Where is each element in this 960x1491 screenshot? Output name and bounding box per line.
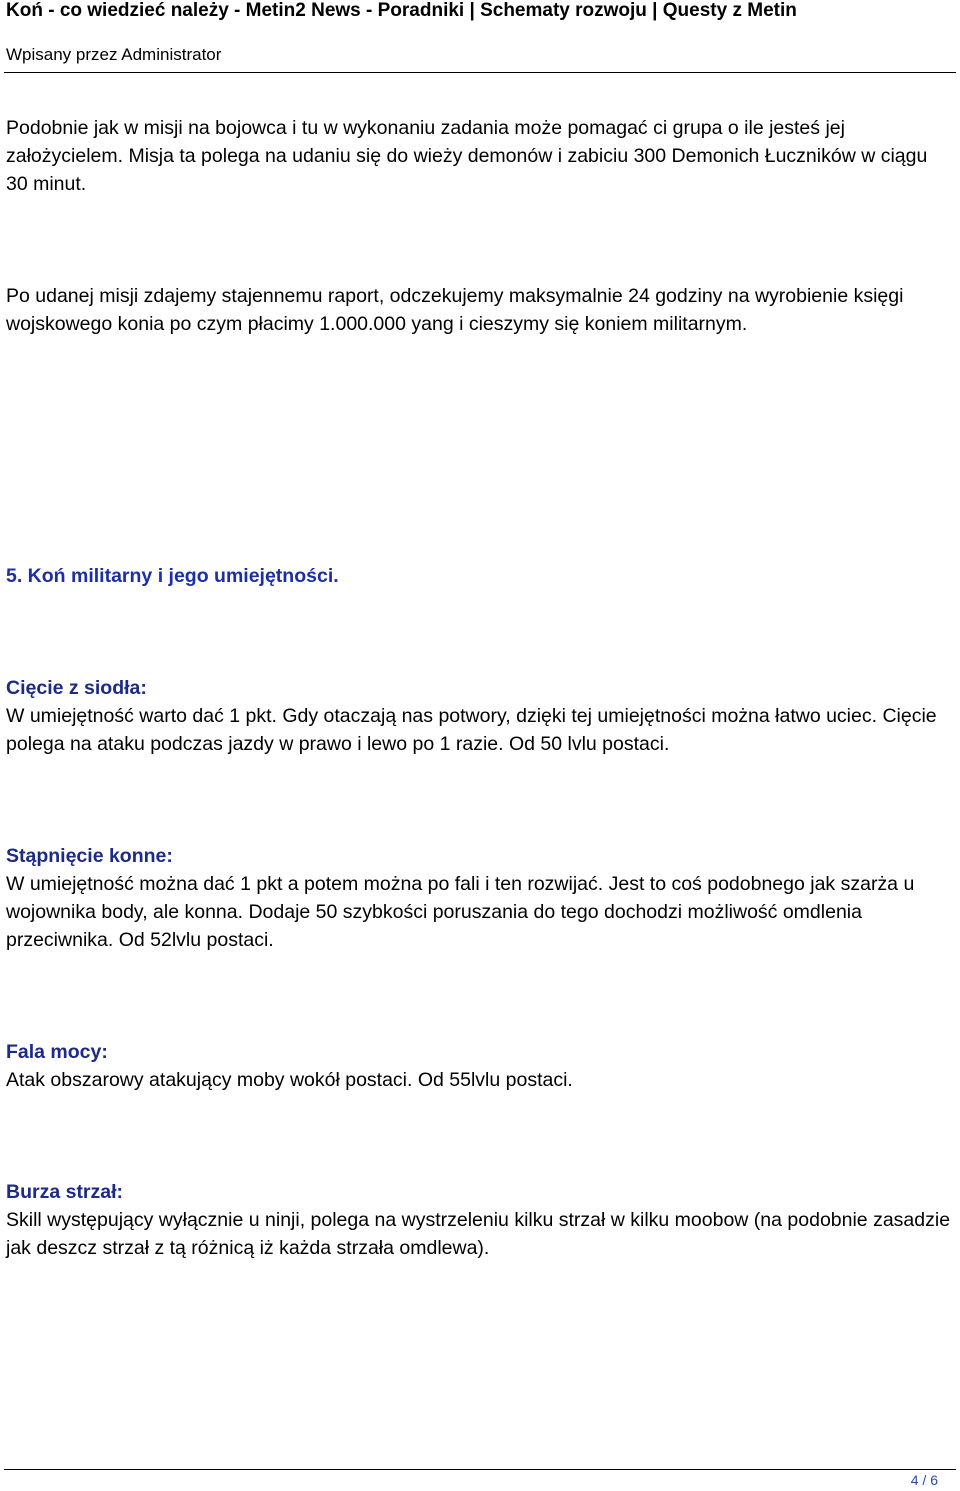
skill-name: Fala mocy: xyxy=(6,1041,108,1063)
author-line: Wpisany przez Administrator xyxy=(6,45,222,64)
footer-divider xyxy=(4,1469,956,1470)
section-heading: 5. Koń militarny i jego umiejętności. xyxy=(6,565,339,587)
intro-paragraph-1: Podobnie jak w misji na bojowca i tu w wykonaniu zadania może pomagać ci grupa o ile jesteś jej założycielem. Misja ta polega na udaniu się do wieży demonów i zabiciu 300 Demonich Łuczników w ciągu 30 minut. xyxy=(6,117,928,195)
header-divider xyxy=(4,72,956,73)
skill-description: W umiejętność warto dać 1 pkt. Gdy otaczają nas potwory, dzięki tej umiejętności można łatwo uciec. Cięcie polega na ataku podczas jazdy w prawo i lewo po 1 razie. Od 50 lvlu postaci. xyxy=(6,705,937,755)
page-number: 4 / 6 xyxy=(910,1472,938,1488)
intro-paragraph-2: Po udanej misji zdajemy stajennemu raport, odczekujemy maksymalnie 24 godziny na wyrobienie księgi wojskowego konia po czym płacimy 1.000.000 yang i cieszymy się koniem militarnym. xyxy=(6,285,904,335)
skill-description: Skill występujący wyłącznie u ninji, polega na wystrzeleniu kilku strzał w kilku moobow (na podobnie zasadzie jak deszcz strzał z tą różnicą iż każda strzała omdlewa). xyxy=(6,1209,951,1259)
skill-name: Cięcie z siodła: xyxy=(6,677,147,699)
document-title: Koń - co wiedzieć należy - Metin2 News - Poradniki | Schematy rozwoju | Questy z Metin xyxy=(6,0,797,21)
skill-description: Atak obszarowy atakujący moby wokół postaci. Od 55lvlu postaci. xyxy=(6,1069,573,1091)
skill-description: W umiejętność można dać 1 pkt a potem można po fali i ten rozwijać. Jest to coś podobnego jak szarża u wojownika body, ale konna. Dodaje 50 szybkości poruszania do tego dochodzi możliwość omdlenia przeciwnika. Od 52lvlu postaci. xyxy=(6,873,915,951)
skill-name: Burza strzał: xyxy=(6,1181,124,1203)
skill-name: Stąpnięcie konne: xyxy=(6,845,173,867)
